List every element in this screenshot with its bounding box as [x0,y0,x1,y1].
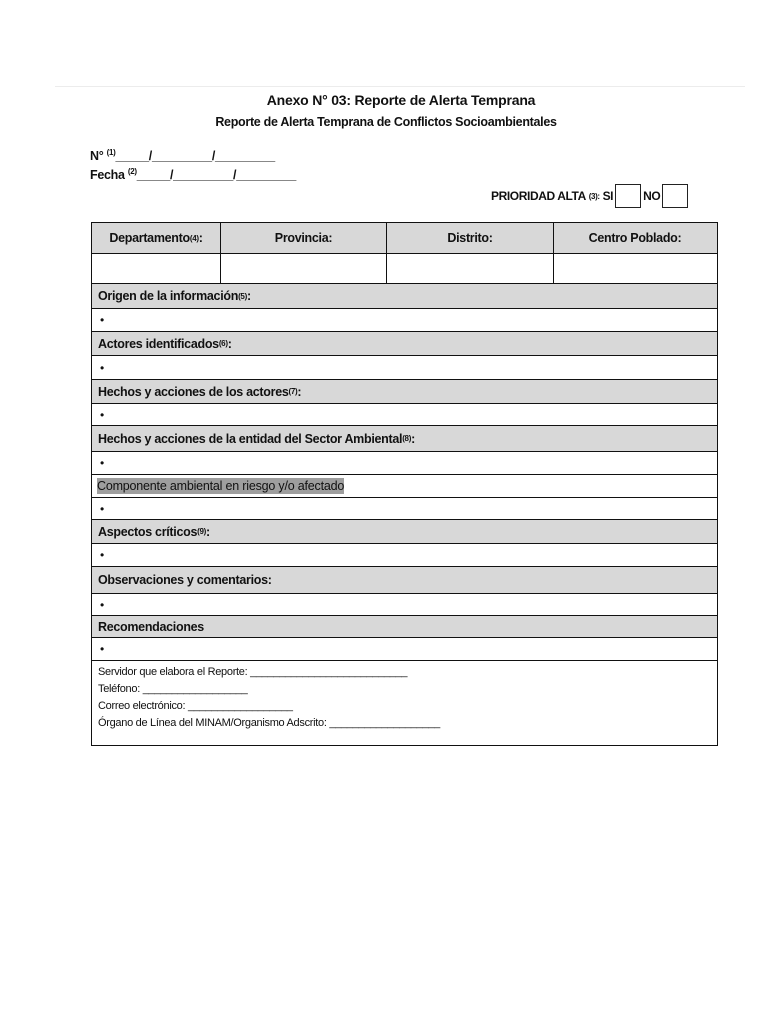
page-top-divider [55,86,745,87]
section-componente-entry[interactable]: • [92,498,717,520]
report-form [91,222,718,746]
report-date-ref: (2) [127,167,137,176]
section-origen: Origen de la información (5) : [92,284,717,309]
priority-yes-checkbox[interactable] [615,184,641,208]
document-subtitle: Reporte de Alerta Temprana de Conflictos Socioambientales [215,115,557,129]
section-observaciones-entry[interactable]: • [92,594,717,616]
report-number-line [90,148,275,163]
section-actores-entry[interactable]: • [92,356,717,380]
departamento-cell[interactable] [92,254,221,283]
section-aspectos: Aspectos críticos (9) : [92,520,717,544]
section-aspectos-entry[interactable]: • [92,544,717,567]
report-number-ref: (1) [106,148,116,157]
organ-line[interactable]: Órgano de Línea del MINAM/Organismo Adscrito: ___________________ [98,717,440,729]
report-number-field[interactable]: _____/_________/_________ [115,149,275,164]
section-hechos-entidad: Hechos y acciones de la entidad del Sector Ambiental (8) : [92,426,717,452]
report-date-field[interactable]: _____/_________/_________ [136,168,297,183]
section-hechos-actores: Hechos y acciones de los actores (7) : [92,380,717,404]
distrito-cell[interactable] [387,254,554,283]
header-departamento: Departamento (4) : [92,223,221,253]
priority-yes-label: SI [602,189,614,203]
location-input-row [92,254,717,284]
priority-row [491,184,690,208]
section-componente [92,475,717,498]
report-date-line [90,167,296,182]
report-number-label: N° [90,149,104,164]
header-distrito: Distrito: [387,223,554,253]
section-recomendaciones-entry[interactable]: • [92,638,717,661]
author-line[interactable]: Servidor que elabora el Reporte: ___________________________ [98,666,408,678]
priority-ref: (3): [588,191,600,201]
priority-no-label: NO [643,189,661,203]
section-recomendaciones: Recomendaciones [92,616,717,638]
priority-no-checkbox[interactable] [662,184,688,208]
phone-line[interactable]: Teléfono: __________________ [98,683,248,695]
email-line[interactable]: Correo electrónico: __________________ [98,700,293,712]
header-provincia: Provincia: [221,223,387,253]
centro-poblado-cell[interactable] [554,254,716,283]
section-hechos-entidad-entry[interactable]: • [92,452,717,475]
document-title: Anexo N° 03: Reporte de Alerta Temprana [266,92,536,108]
report-date-label: Fecha [90,168,125,183]
report-author-block [98,664,440,732]
highlighted-heading: Componente ambiental en riesgo y/o afectado [97,479,345,493]
section-actores: Actores identificados (6) : [92,332,717,356]
header-centro-poblado: Centro Poblado: [588,231,682,245]
section-hechos-actores-entry[interactable]: • [92,404,717,426]
provincia-cell[interactable] [221,254,387,283]
section-observaciones: Observaciones y comentarios: [92,567,717,594]
priority-label: PRIORIDAD ALTA [491,189,586,203]
location-header-row [92,223,717,254]
section-origen-entry[interactable]: • [92,309,717,332]
